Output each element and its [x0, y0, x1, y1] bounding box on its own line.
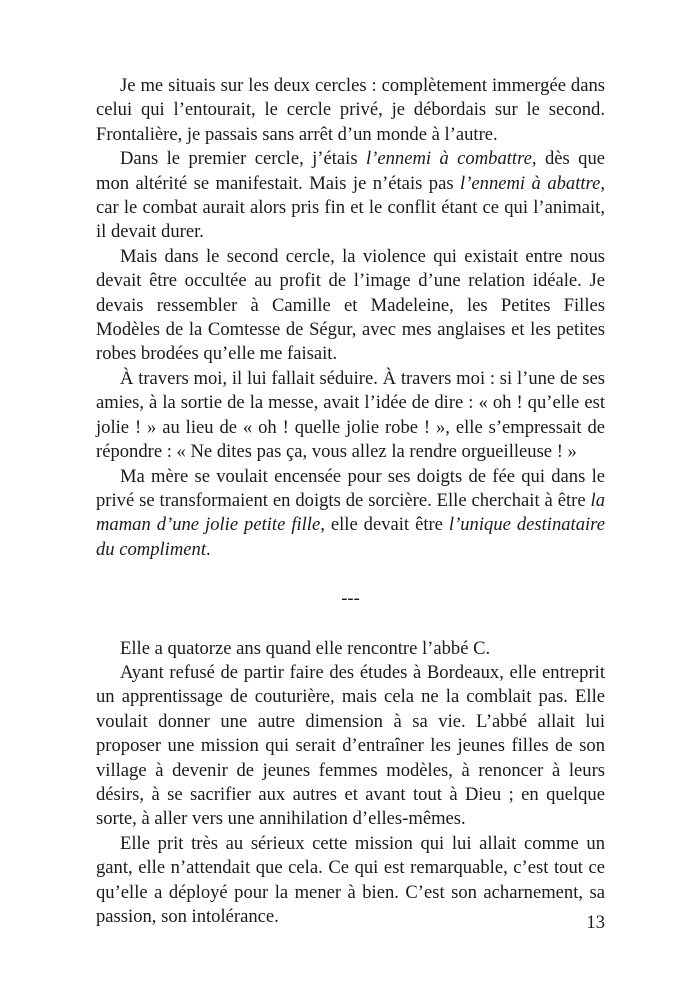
paragraph — [96, 147, 605, 245]
italic-run: l’ennemi à abattre, — [460, 172, 605, 194]
page-number: 13 — [586, 912, 605, 933]
text-run: À travers moi, il lui fallait séduire. À travers moi : si l’une de ses amies, à la sortie de la messe, avait l’idée de dire : « oh ! qu’elle est jolie ! » au lieu de « oh ! quelle jolie robe ! », elle s’empressait de répondre : « Ne dites pas ça, vous allez la rendre orgueilleuse ! » — [96, 367, 605, 463]
bottom-section — [96, 637, 605, 930]
text-run: Mais dans le second cercle, la violence qui existait entre nous devait être occultée au profit de l’image d’une relation idéale. Je devais ressembler à Camille et Madeleine, les Petites Filles Modèles de la Comtesse de Ségur, avec mes anglaises et les petites robes brodées qu’elle me faisait. — [96, 245, 605, 365]
body-text — [96, 74, 605, 929]
text-run: car le combat aurait alors pris fin et le conflit étant ce qui l’animait, il devait durer. — [96, 197, 605, 243]
text-run: Dans le premier cercle, j’étais — [120, 148, 366, 170]
text-run: , dès que mon altérité se manifestait. Mais je n’étais pas — [96, 148, 605, 194]
paragraph — [96, 74, 605, 147]
italic-run: l’ennemi à combattre — [365, 148, 532, 170]
section-separator: --- — [341, 588, 360, 610]
text-run: , elle devait être — [320, 514, 449, 536]
italic-run: l’unique destinataire du compliment — [96, 514, 605, 560]
text-run: Je me situais sur les deux cercles : complètement immergée dans celui qui l’entourait, le cercle privé, je débordais sur le second. Frontalière, je passais sans arrêt d’un monde à l’autre. — [96, 75, 605, 145]
text-run: . — [206, 538, 211, 560]
paragraph — [96, 367, 605, 465]
text-run: Elle a quatorze ans quand elle rencontre l’abbé C. — [120, 637, 491, 659]
paragraph — [96, 661, 605, 832]
paragraph — [96, 245, 605, 367]
paragraph — [96, 637, 605, 661]
text-run: Ma mère se voulait encensée pour ses doigts de fée qui dans le privé se transformaient en doigts de sorcière. Elle cherchait à être — [96, 465, 605, 511]
text-run: Ayant refusé de partir faire des études à Bordeaux, elle entreprit un apprentissage de couturière, mais cela ne la comblait pas. Elle voulait donner une autre dimension à sa vie. L’abbé allait lui proposer une mission qui serait d’entraîner les jeunes filles de son village à devenir de jeunes femmes modèles, à renoncer à leurs désirs, à se sacrifier aux autres et avant tout à Dieu ; en quelque sorte, à aller vers une annihilation d’elles-mêmes. — [96, 661, 605, 830]
top-section — [96, 74, 605, 562]
text-run: Elle prit très au sérieux cette mission qui lui allait comme un gant, elle n’attendait que cela. Ce qui est remarquable, c’est tout ce qu’elle a déployé pour la mener à bien. C’est son acharnement, sa passion, son intolérance. — [96, 832, 605, 927]
italic-run: la maman d’une jolie petite fille — [96, 489, 605, 536]
paragraph — [96, 832, 605, 930]
paragraph — [96, 465, 605, 563]
